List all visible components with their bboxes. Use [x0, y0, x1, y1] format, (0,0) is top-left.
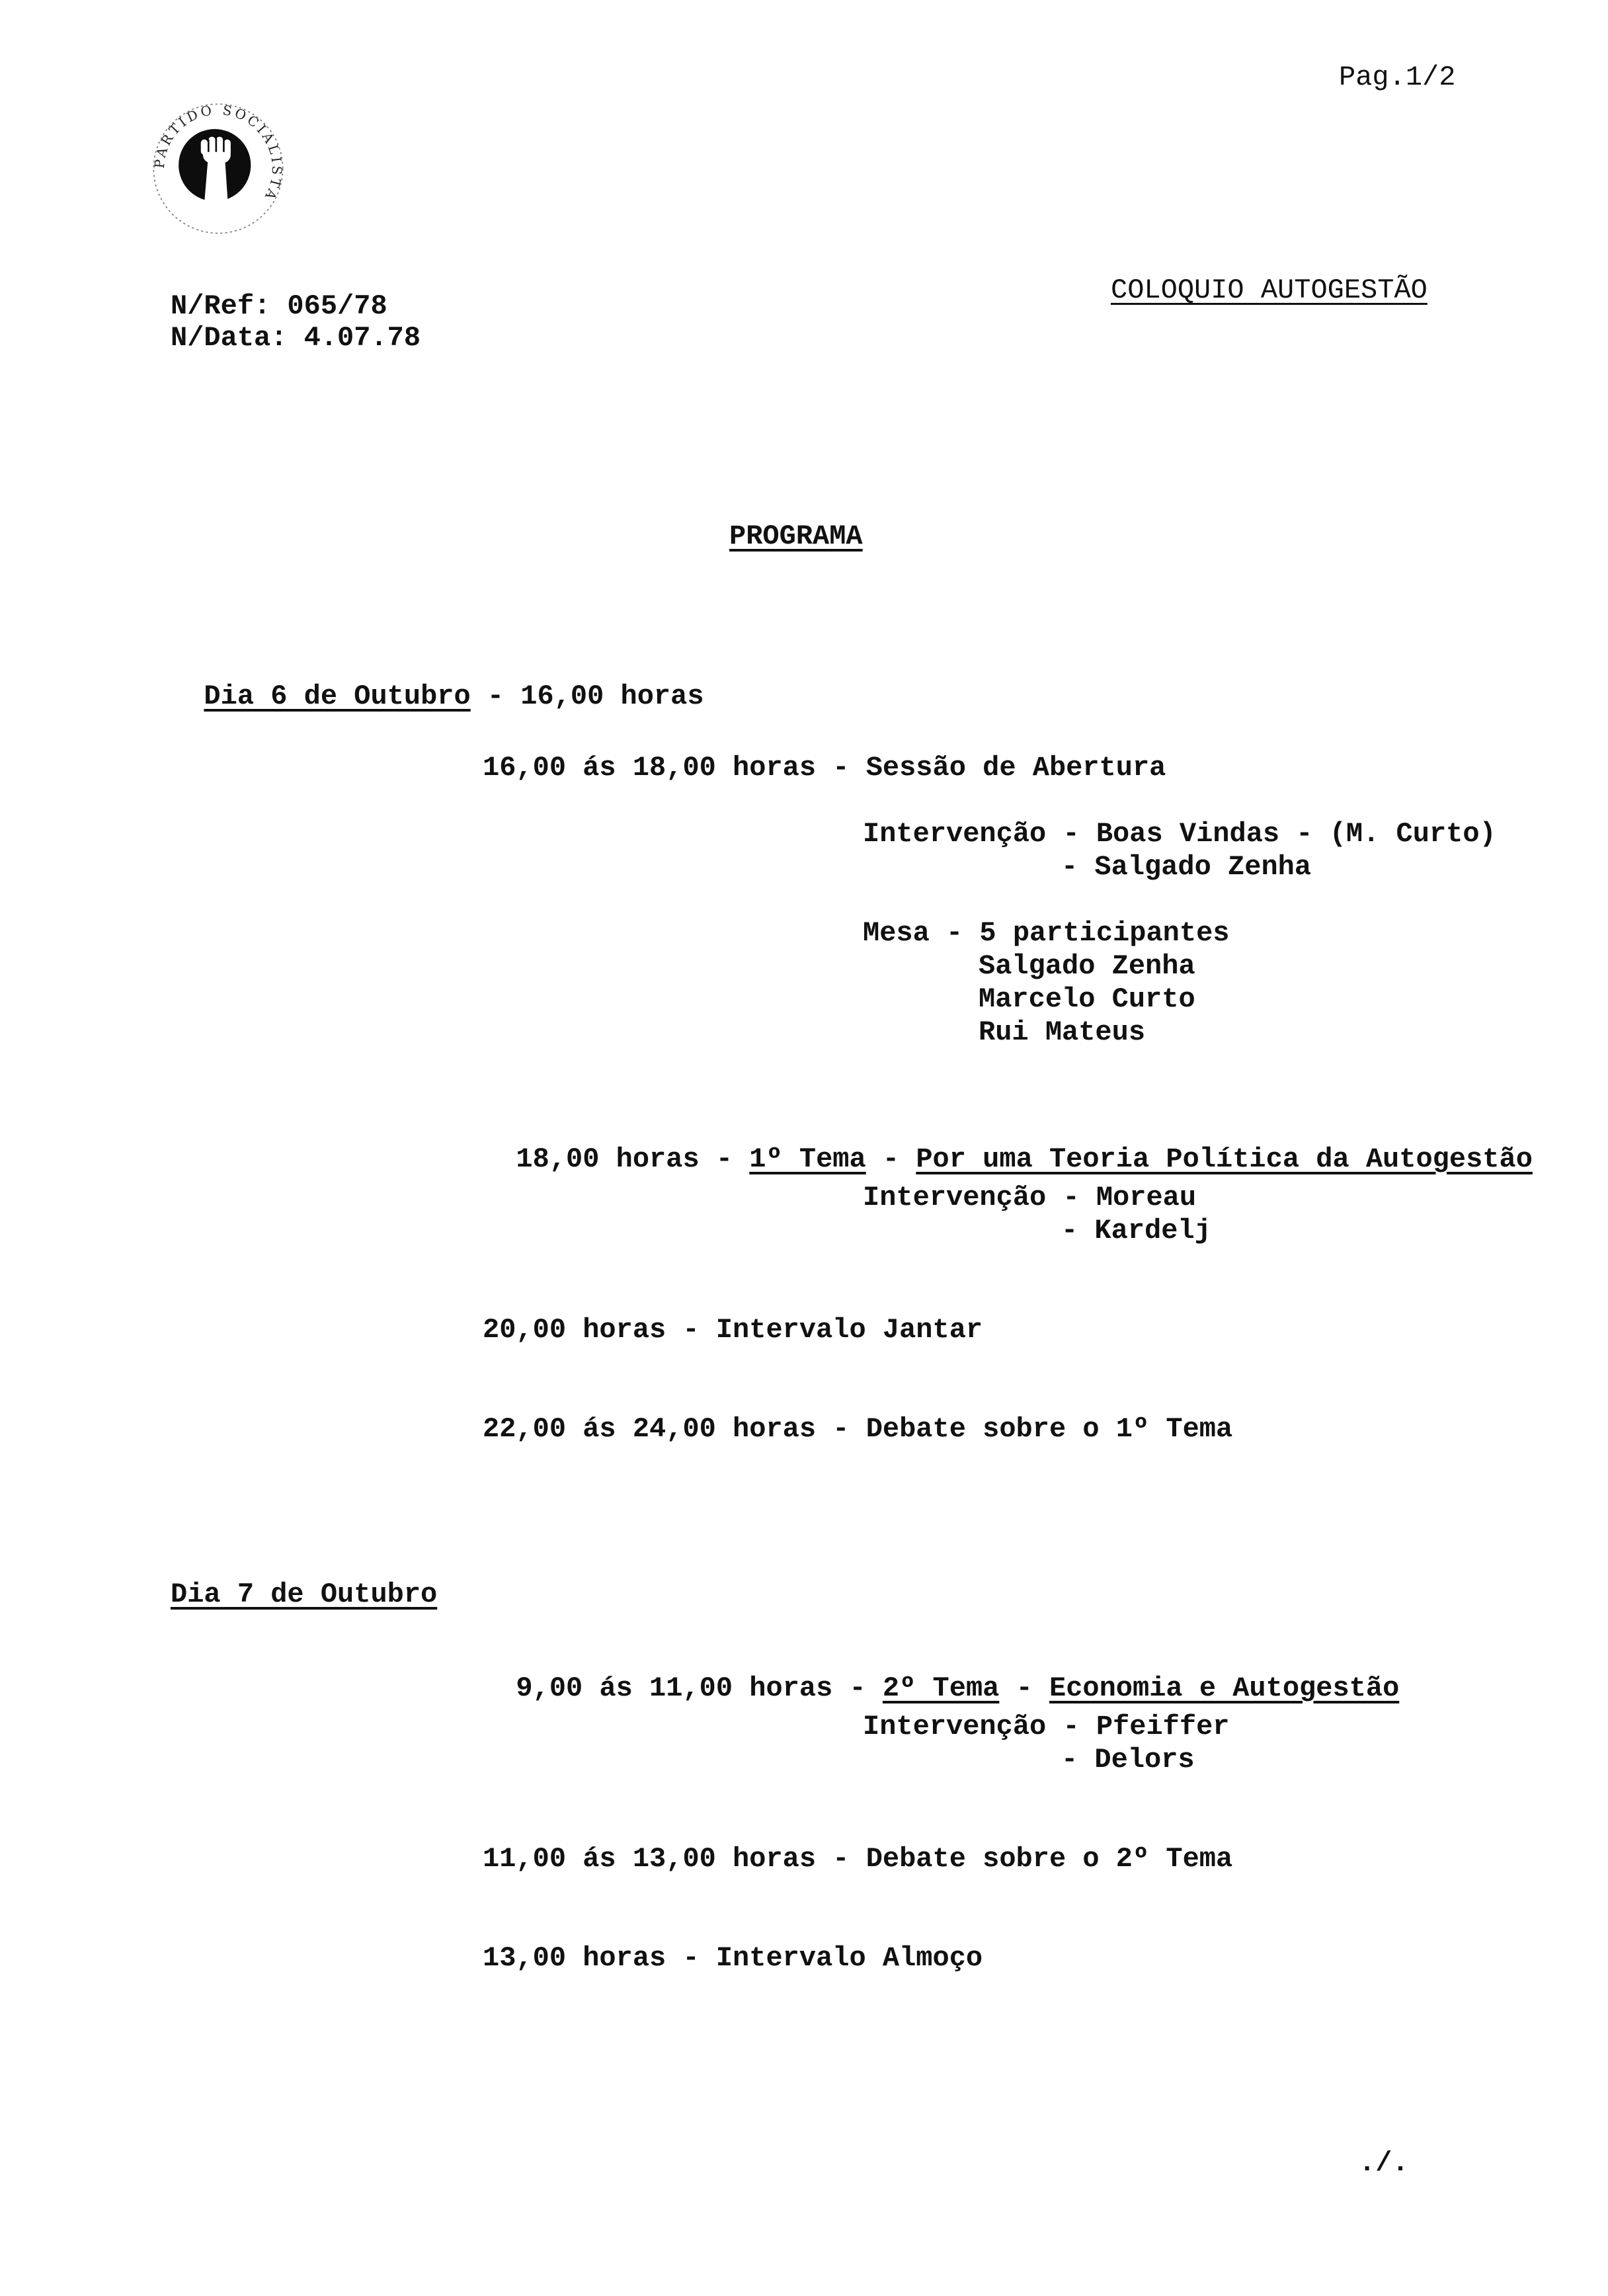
day1-heading: Dia 6 de Outubro — [204, 680, 471, 712]
mesa-member: Rui Mateus — [979, 1016, 1146, 1048]
reference-number: N/Ref: 065/78 — [171, 290, 387, 322]
day2-tema-label: 2º Tema — [882, 1672, 1000, 1704]
day2-lunch-break: 13,00 horas - Intervalo Almoço — [483, 1942, 983, 1974]
day1-heading-line — [171, 655, 704, 710]
separator: - — [865, 1143, 916, 1175]
day1-session2 — [483, 1118, 1533, 1173]
day1-mesa: Mesa - 5 participantes — [863, 917, 1230, 949]
day1-session2-speakers: Intervenção - Moreau — [863, 1182, 1197, 1213]
day2-tema-title: Economia e Autogestão — [1049, 1672, 1400, 1704]
event-title: COLOQUIO AUTOGESTÃO — [1111, 274, 1427, 306]
day1-session1-speakers: Intervenção - Boas Vindas - (M. Curto) — [863, 818, 1496, 850]
day2-session1 — [483, 1647, 1399, 1702]
day1-dinner-break: 20,00 horas - Intervalo Jantar — [483, 1314, 983, 1346]
day2-session1-speaker2: - Delors — [1061, 1744, 1195, 1776]
separator: - — [999, 1672, 1049, 1704]
day1-debate: 22,00 ás 24,00 horas - Debate sobre o 1º Tema — [483, 1413, 1233, 1445]
day1-session2-time: 18,00 horas - — [516, 1143, 750, 1175]
continuation-mark: ./. — [1359, 2147, 1409, 2179]
logo-text: PARTIDO SOCIALISTA — [151, 101, 286, 205]
day1-session2-speaker2: - Kardelj — [1061, 1215, 1211, 1247]
mesa-member: Salgado Zenha — [979, 950, 1195, 982]
mesa-member: Marcelo Curto — [979, 983, 1195, 1015]
programa-heading: PROGRAMA — [729, 520, 863, 552]
day1-session1-speaker2: - Salgado Zenha — [1061, 851, 1312, 883]
reference-date: N/Data: 4.07.78 — [171, 322, 421, 354]
day1-session1: 16,00 ás 18,00 horas - Sessão de Abertura — [483, 752, 1166, 784]
day1-start-time: - 16,00 horas — [470, 680, 704, 712]
day2-heading: Dia 7 de Outubro — [171, 1578, 438, 1610]
day2-session1-time: 9,00 ás 11,00 horas - — [516, 1672, 883, 1704]
day2-session1-speakers: Intervenção - Pfeiffer — [863, 1711, 1230, 1742]
party-logo — [149, 99, 288, 238]
day2-debate: 11,00 ás 13,00 horas - Debate sobre o 2º Tema — [483, 1843, 1233, 1875]
day1-tema-title: Por uma Teoria Política da Autogestão — [916, 1143, 1533, 1175]
page-number: Pag.1/2 — [1339, 62, 1456, 93]
day1-tema-label: 1º Tema — [749, 1143, 866, 1175]
